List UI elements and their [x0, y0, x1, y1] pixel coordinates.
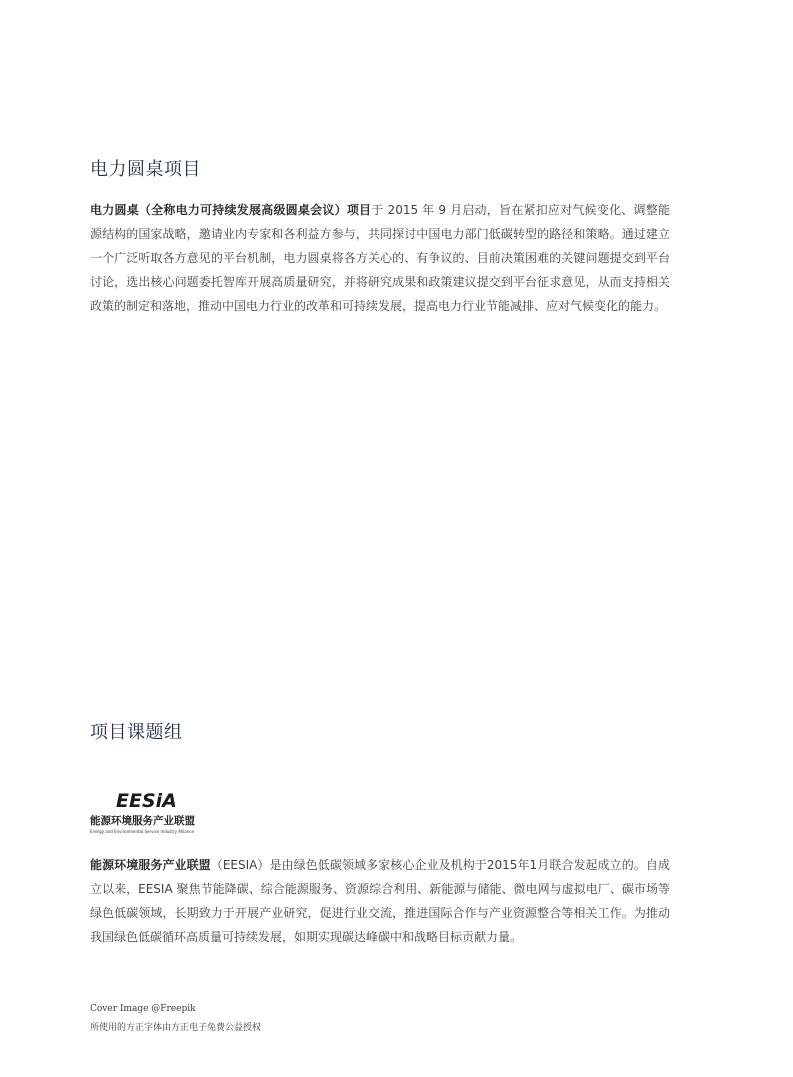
roundtable-body: 于 2015 年 9 月启动，旨在紧扣应对气候变化、调整能源结构的国家战略，邀请业内专家和各利益方参与，共同探讨中国电力部门低碳转型的路径和策略。通过建立一个广泛听取各方意见的平台机制，电力圆桌将各方关心的、有争议的、目前决策困难的关键问题提交到平台讨论，选出核心问题委托智库开展高质量研究，并将研究成果和政策建议提交到平台征求意见，从而支持相关政策的制定和落地，推动中国电力行业的改革和可持续发展，提高电力行业节能减排、应对气候变化的能力。: [90, 203, 670, 313]
eesia-intro-bold: 能源环境服务产业联盟: [90, 858, 211, 872]
cover-image-credit: Cover Image @Freepik: [90, 1004, 196, 1014]
section-title-roundtable: 电力圆桌项目: [90, 159, 201, 180]
section-title-project-team: 项目课题组: [90, 722, 183, 743]
eesia-logo-cn-name: 能源环境服务产业联盟: [90, 815, 195, 827]
eesia-logo-en-name: Energy and Environmental Service Industry Alliance: [90, 829, 194, 834]
eesia-body: （EESIA）是由绿色低碳领域多家核心企业及机构于2015年1月联合发起成立的。自成立以来，EESIA 聚焦节能降碳、综合能源服务、资源综合利用、新能源与储能、微电网与虚拟电厂、碳市场等绿色低碳领域，长期致力于开展产业研究，促进行业交流，推进国际合作与产业资源整合等相关工作。为推动我国绿色低碳循环高质量可持续发展，如期实现碳达峰碳中和战略目标贡献力量。: [90, 858, 670, 944]
roundtable-intro-bold: 电力圆桌（全称电力可持续发展高级圆桌会议）项目: [90, 203, 372, 217]
eesia-logo-mark: EESiA: [116, 790, 177, 812]
eesia-description: [90, 853, 670, 949]
font-license-note: 所使用的方正字体由方正电子免费公益授权: [90, 1023, 262, 1033]
roundtable-description: [90, 198, 670, 318]
eesia-logo: [90, 788, 220, 836]
